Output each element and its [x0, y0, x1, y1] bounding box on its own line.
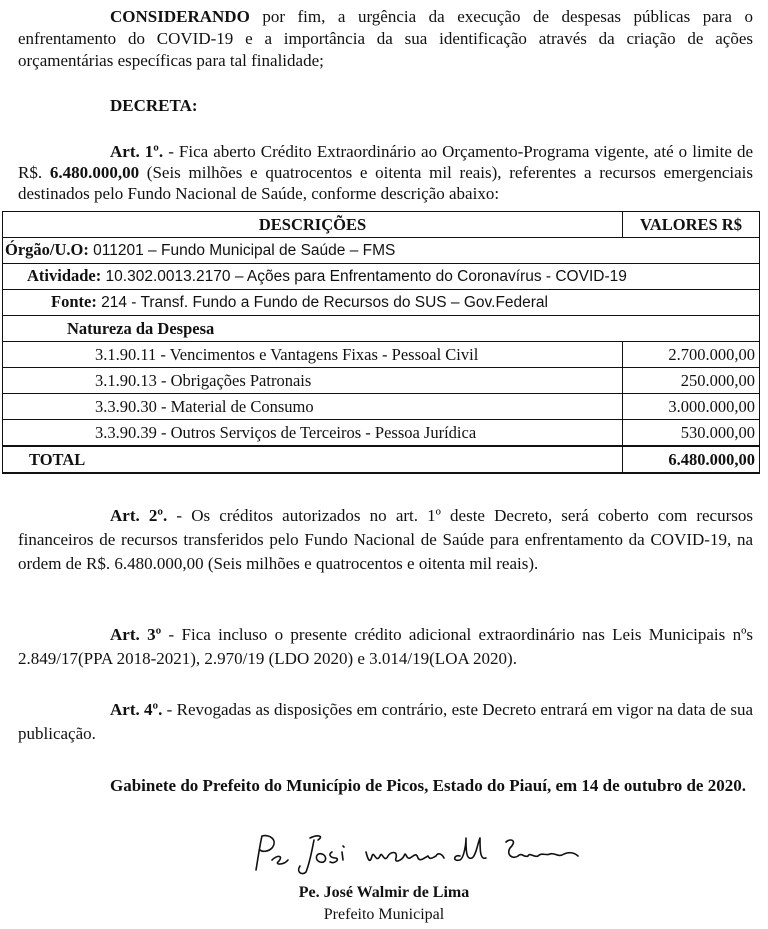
total-label: TOTAL: [3, 446, 623, 473]
table-row: [3, 394, 760, 420]
fonte-row: [3, 290, 760, 316]
considerando-paragraph: [18, 6, 753, 72]
art2-text: - Os créditos autorizados no art. 1º deste Decreto, será coberto com recursos financeiros de recursos transferidos pelo Fundo Nacional de Saúde para enfrentamento da COVID-19, na ordem de R$. 6.480.000,00 (Seis milhões e quatrocentos e oitenta mil reais).: [18, 506, 753, 573]
considerando-lead: CONSIDERANDO: [110, 7, 250, 26]
decreta-heading: DECRETA:: [110, 96, 198, 115]
table-header-row: [3, 212, 760, 238]
art2-label: Art. 2º.: [110, 506, 168, 525]
row-value: 530.000,00: [623, 420, 760, 447]
art4-text: - Revogadas as disposições em contrário, este Decreto entrará em vigor na data de sua publicação.: [18, 700, 753, 743]
total-row: [3, 446, 760, 473]
gabinete-paragraph: Gabinete do Prefeito do Município de Picos, Estado do Piauí, em 14 de outubro de 2020.: [110, 776, 746, 795]
natureza-cell: Natureza da Despesa: [3, 316, 760, 342]
art4-paragraph: [18, 698, 753, 746]
atividade-cell: [3, 264, 760, 290]
row-value: 2.700.000,00: [623, 342, 760, 368]
art1-amount: 6.480.000,00: [49, 163, 140, 182]
table-row: [3, 420, 760, 447]
art3-label: Art. 3º: [110, 625, 162, 644]
row-desc: 3.3.90.39 - Outros Serviços de Terceiros - Pessoa Jurídica: [3, 420, 623, 447]
handwritten-signature: [248, 830, 588, 878]
signatory-title: Prefeito Municipal: [323, 906, 445, 923]
art1-paragraph: [18, 141, 753, 204]
art3-text: - Fica incluso o presente crédito adicional extraordinário nas Leis Municipais nºs 2.849/17(PPA 2018-2021), 2.970/19 (LDO 2020) e 3.014/19(LOA 2020).: [18, 625, 753, 668]
natureza-row: [3, 316, 760, 342]
table-row: [3, 368, 760, 394]
table-row: [3, 342, 760, 368]
art1-text-a: - Fica aberto Crédito Extraordinário ao Orçamento-Programa vigente, até o limite de R$.: [18, 142, 753, 182]
fonte-cell: [3, 290, 760, 316]
art1-label: Art. 1º.: [110, 142, 164, 161]
art4-label: Art. 4º.: [110, 700, 163, 719]
header-valores: VALORES R$: [623, 212, 760, 238]
row-desc: 3.1.90.13 - Obrigações Patronais: [3, 368, 623, 394]
row-value: 250.000,00: [623, 368, 760, 394]
row-desc: 3.1.90.11 - Vencimentos e Vantagens Fixas - Pessoal Civil: [3, 342, 623, 368]
orgao-cell: [3, 238, 760, 264]
art1-text-b: (Seis milhões e quatrocentos e oitenta mil reais), referentes a recursos emergenciais destinados pelo Fundo Nacional de Saúde, conforme descrição abaixo:: [18, 163, 753, 203]
fonte-value: 214 - Transf. Fundo a Fundo de Recursos do SUS – Gov.Federal: [96, 294, 549, 311]
total-value: 6.480.000,00: [623, 446, 760, 473]
header-descricoes: DESCRIÇÕES: [3, 212, 623, 238]
budget-table: [2, 211, 760, 474]
orgao-label: Órgão/U.O:: [5, 240, 89, 259]
atividade-label: Atividade:: [27, 266, 102, 285]
art3-paragraph: [18, 623, 753, 671]
row-desc: 3.3.90.30 - Material de Consumo: [3, 394, 623, 420]
signatory-name: Pe. José Walmir de Lima: [298, 884, 470, 901]
art2-paragraph: [18, 504, 753, 576]
atividade-value: 10.302.0013.2170 – Ações para Enfrentamento do Coronavírus - COVID-19: [101, 268, 627, 285]
row-value: 3.000.000,00: [623, 394, 760, 420]
orgao-row: [3, 238, 760, 264]
considerando-text: por fim, a urgência da execução de despesas públicas para o enfrentamento do COVID-19 e a importância da sua identificação através da criação de ações orçamentárias específicas para tal finalidade;: [18, 7, 753, 70]
orgao-value: 011201 – Fundo Municipal de Saúde – FMS: [88, 242, 396, 259]
fonte-label: Fonte:: [51, 292, 97, 311]
atividade-row: [3, 264, 760, 290]
